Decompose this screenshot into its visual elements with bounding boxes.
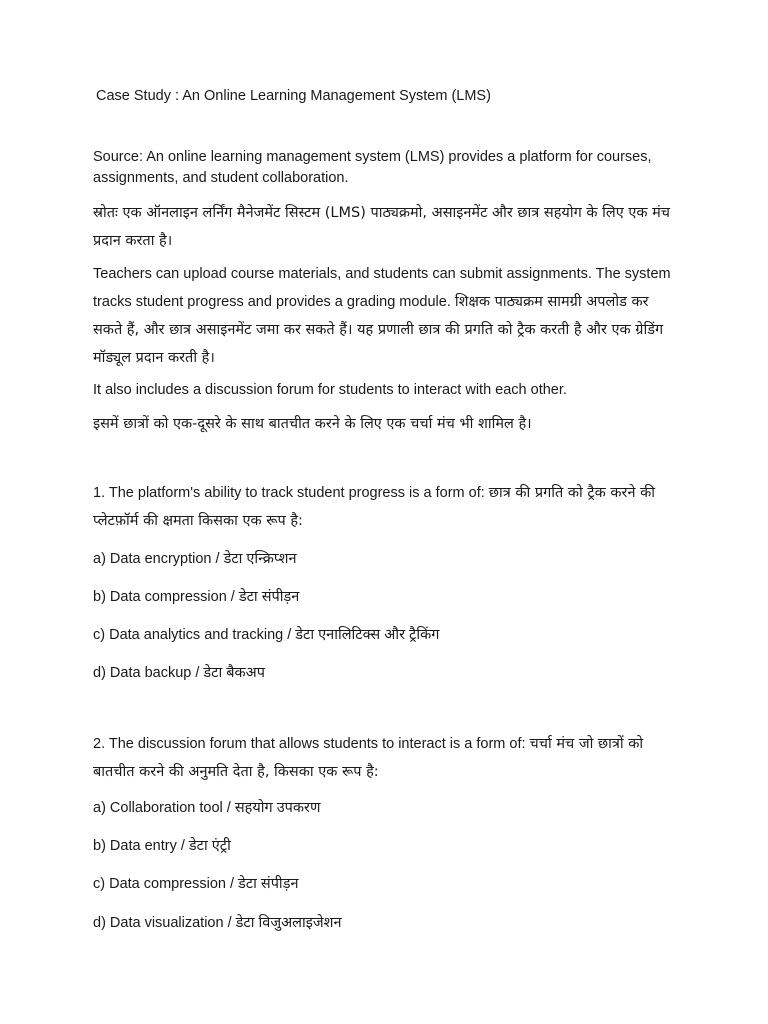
question-1-english: 1. The platform's ability to track student progress is a form of: (93, 485, 485, 501)
question-1-option-d: d) Data backup / डेटा बैकअप (93, 665, 265, 681)
question-1-option-b: b) Data compression / डेटा संपीड़न (93, 589, 300, 605)
teachers-paragraph (93, 260, 673, 372)
case-study-title: Case Study : An Online Learning Management System (LMS) (96, 88, 491, 104)
question-2-hindi: चर्चा मंच जो छात्रों को बातचीत करने की अनुमति देता है, किसका एक रूप है: (93, 736, 644, 780)
source-english: Source: An online learning management system (LMS) provides a platform for courses, assignments, and student collaboration. (93, 149, 652, 186)
question-2-option-d: d) Data visualization / डेटा विजुअलाइजेशन (93, 915, 342, 931)
question-2-option-b: b) Data entry / डेटा एंट्री (93, 838, 231, 854)
question-1-hindi: छात्र की प्रगति को ट्रैक करने की प्लेटफ़ॉर्म की क्षमता किसका एक रूप है: (93, 485, 656, 529)
forum-hindi: इसमें छात्रों को एक-दूसरे के साथ बातचीत करने के लिए एक चर्चा मंच भी शामिल है। (93, 416, 532, 432)
teachers-english: Teachers can upload course materials, and students can submit assignments. The system tracks student progress and provides a grading module. (93, 266, 671, 310)
question-2-english: 2. The discussion forum that allows students to interact is a form of: (93, 736, 526, 752)
source-hindi: स्रोतः एक ऑनलाइन लर्निंग मैनेजमेंट सिस्टम (LMS) पाठ्यक्रमो, असाइनमेंट और छात्र सहयोग के लिए एक मंच प्रदान करता है। (93, 205, 670, 249)
question-1-option-a: a) Data encryption / डेटा एन्क्रिप्शन (93, 551, 297, 567)
question-2-option-c: c) Data compression / डेटा संपीड़न (93, 876, 299, 892)
question-2-prompt (93, 730, 673, 786)
question-2-option-a: a) Collaboration tool / सहयोग उपकरण (93, 800, 321, 816)
question-1-option-c: c) Data analytics and tracking / डेटा एनालिटिक्स और ट्रैकिंग (93, 627, 440, 643)
teachers-hindi: शिक्षक पाठ्यक्रम सामग्री अपलोड कर सकते हैं, और छात्र असाइनमेंट जमा कर सकते हैं। यह प्रणाली छात्र की प्रगति को ट्रैक करती है और एक ग्रेडिंग मॉड्यूल प्रदान करती है। (93, 294, 664, 366)
forum-english: It also includes a discussion forum for students to interact with each other. (93, 382, 567, 398)
question-1-prompt (93, 479, 673, 535)
